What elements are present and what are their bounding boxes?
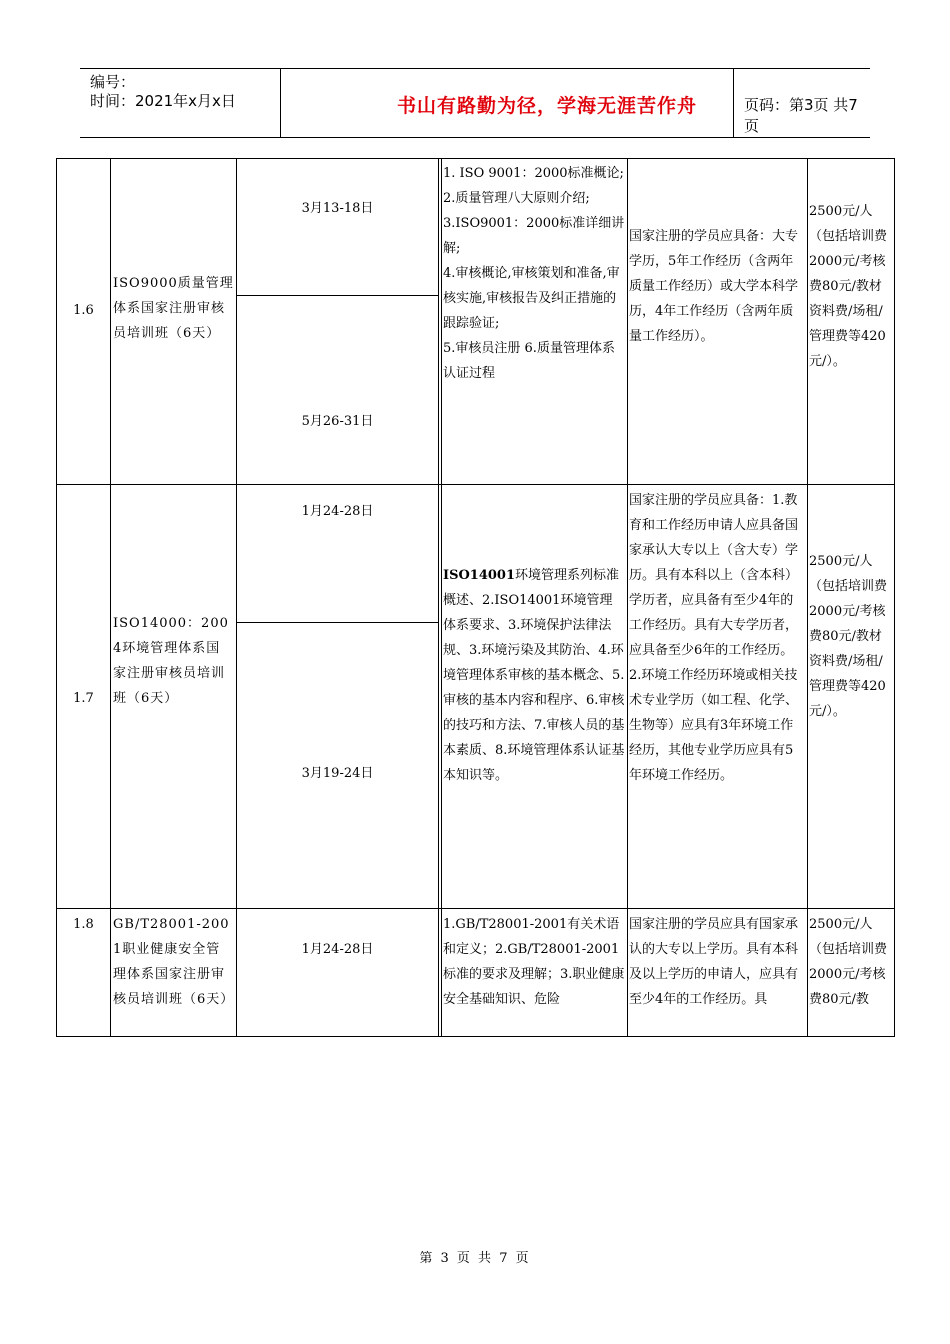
course-name: ISO9000质量管理体系国家注册审核员培训班（6天）	[113, 276, 234, 341]
header-motto: 书山有路勤为径，学海无涯苦作舟	[396, 95, 697, 117]
course-fee: 2500元/人（包括培训费2000元/考核费80元/教材资料费/场租/管理费等420元/）。	[809, 204, 888, 369]
course-date: 5月26-31日	[301, 414, 374, 429]
column-divider	[807, 158, 808, 1037]
header-divider	[733, 69, 734, 137]
course-name: GB/T28001-2001职业健康安全管理体系国家注册审核员培训班（6天）	[113, 917, 235, 1007]
document-date-label: 时间：2021年x月x日	[90, 92, 236, 110]
enrollment-requirement: 国家注册的学员应具备：大专学历，5年工作经历（含两年质量工作经历）或大学本科学历，4年工作经历（含两年质量工作经历）。	[629, 229, 799, 344]
table-border	[56, 158, 895, 159]
date-divider	[236, 622, 438, 623]
course-fee: 2500元/人（包括培训费2000元/考核费80元/教材资料费/场租/管理费等420元/）。	[809, 554, 888, 719]
table-border	[894, 158, 895, 1037]
course-content	[443, 563, 625, 788]
course-date: 3月19-24日	[301, 766, 374, 781]
header-divider	[280, 69, 281, 137]
table-border	[56, 158, 57, 1037]
course-date: 1月24-28日	[301, 942, 374, 957]
header-page-info: 页码：第3页 共7页	[744, 96, 858, 135]
row-id: 1.6	[73, 303, 94, 318]
table-border	[56, 1036, 895, 1037]
page-footer: 第 3 页 共 7 页	[419, 1251, 531, 1266]
course-content-standard: ISO14001	[443, 568, 516, 583]
course-content: 1. ISO 9001：2000标准概论; 2.质量管理八大原则介绍; 3.ISO9001：2000标准详细讲解; 4.审核概论,审核策划和准备,审核实施,审核报告及纠正措施的跟踪验证; 5.审核员注册 6.质量管理体系认证过程	[443, 166, 625, 381]
column-divider	[438, 158, 439, 1037]
column-divider	[627, 158, 628, 1037]
column-divider	[236, 158, 237, 1037]
course-content: 1.GB/T28001-2001有关术语和定义；2.GB/T28001-2001标准的要求及理解；3.职业健康安全基础知识、危险	[443, 917, 625, 1007]
column-divider	[110, 158, 111, 1037]
date-divider	[236, 295, 438, 296]
course-content-text: 环境管理系列标准概述、2.ISO14001环境管理体系要求、3.环境保护法律法规、3.环境污染及其防治、4.环境管理体系审核的基本概念、5.审核的基本内容和程序、6.审核的技巧和方法、7.审核人员的基本素质、8.环境管理体系认证基本知识等。	[443, 568, 625, 783]
row-id: 1.8	[73, 917, 94, 932]
row-divider	[56, 908, 895, 909]
document-number-label: 编号：	[90, 73, 136, 91]
training-course-table	[56, 158, 895, 1037]
course-fee: 2500元/人（包括培训费2000元/考核费80元/教	[809, 917, 888, 1007]
course-date: 3月13-18日	[301, 201, 374, 216]
column-divider	[441, 158, 442, 1037]
course-date: 1月24-28日	[301, 504, 374, 519]
row-divider	[56, 484, 895, 485]
enrollment-requirement: 国家注册的学员应具有国家承认的大专以上学历。具有本科及以上学历的申请人，应具有至少4年的工作经历。具	[629, 917, 799, 1007]
course-name: ISO14000：2004环境管理体系国家注册审核员培训班（6天）	[113, 616, 229, 706]
document-header	[80, 68, 870, 138]
header-meta	[90, 73, 236, 111]
row-id: 1.7	[73, 691, 94, 706]
enrollment-requirement: 国家注册的学员应具备：1.教育和工作经历申请人应具备国家承认大专以上（含大专）学历。具有本科以上（含本科）学历者，应具备有至少4年的工作经历。具有大专学历者，应具备至少6年的工作经历。2.环境工作经历环境或相关技术专业学历（如工程、化学、生物等）应具有3年环境工作经历，其他专业学历应具有5年环境工作经历。	[629, 493, 799, 783]
